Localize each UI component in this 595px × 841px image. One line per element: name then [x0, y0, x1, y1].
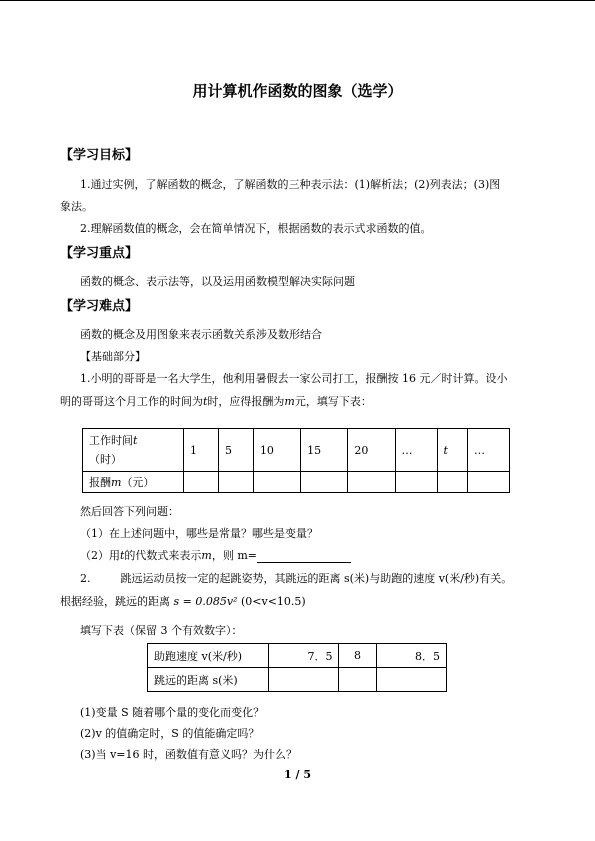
table-cell-empty[interactable] [395, 472, 437, 493]
answer-blank[interactable] [257, 551, 351, 563]
table-cell-empty[interactable] [437, 472, 467, 493]
table-cell-empty[interactable] [218, 472, 253, 493]
table-cell-empty[interactable] [467, 472, 509, 493]
table-cell-empty[interactable] [339, 668, 376, 692]
table-row [83, 429, 510, 472]
q2-fill-instruction: 填写下表（保留 3 个有效数字）： [80, 624, 243, 637]
q1-line1: 1.小明的哥哥是一名大学生，他利用暑假去一家公司打工，报酬按 16 元／时计算。设小 [80, 372, 508, 385]
table-cell-empty[interactable] [376, 668, 446, 692]
basic-label: 【基础部分】 [80, 350, 146, 363]
table-row [148, 668, 447, 692]
table-cell: … [395, 429, 437, 472]
table-row [83, 472, 510, 493]
work-pay-table [82, 428, 510, 493]
table-cell: … [467, 429, 509, 472]
table-cell: 8 [339, 644, 376, 668]
table-cell: 15 [301, 429, 348, 472]
table-cell-empty[interactable] [253, 472, 300, 493]
top-border-line [0, 0, 595, 1]
q1-sub2: （2）用t的代数式来表示m，则 m= [80, 547, 351, 563]
q1-line2: 明的哥哥这个月工作的时间为t时，应得报酬为m元，填写下表： [60, 395, 372, 408]
q2-line2: 根据经验，跳远的距离 s = 0.085v² (0<v<10.5) [60, 595, 306, 608]
q2-sub3: (3)当 v=16 时，函数值有意义吗？为什么？ [80, 748, 298, 761]
q1-after: 然后回答下列问题： [80, 505, 179, 518]
table-cell-empty[interactable] [184, 472, 219, 493]
jump-formula: s = 0.085v² [173, 595, 238, 608]
table-row [148, 644, 447, 668]
goals-item1-line1: 1.通过实例，了解函数的概念，了解函数的三种表示法：(1)解析法；(2)列表法；(3)图 [80, 178, 501, 191]
q2-sub1: (1)变量 S 随着哪个量的变化而变化？ [80, 706, 265, 719]
row-label-speed: 助跑速度 v(米/秒) [148, 644, 269, 668]
table-cell-empty[interactable] [269, 668, 339, 692]
page-title: 用计算机作函数的图象（选学） [192, 82, 403, 100]
focus-text: 函数的概念、表示法等，以及运用函数模型解决实际问题 [80, 275, 355, 288]
row-label-work-time: 工作时间t （时） [83, 429, 184, 472]
q1-sub1: （1）在上述问题中，哪些是常量？哪些是变量？ [80, 527, 318, 540]
row-label-pay: 报酬m（元） [83, 472, 184, 493]
difficulty-heading: 【学习难点】 [60, 299, 139, 314]
table-cell: 7．5 [269, 644, 339, 668]
row-label-distance: 跳远的距离 s(米) [148, 668, 269, 692]
difficulty-text: 函数的概念及用图象来表示函数关系涉及数形结合 [80, 328, 322, 341]
table-cell: 1 [184, 429, 219, 472]
table-cell-empty[interactable] [301, 472, 348, 493]
table-cell: 10 [253, 429, 300, 472]
goals-item2: 2.理解函数值的概念，会在简单情况下，根据函数的表示式求函数的值。 [80, 222, 432, 235]
table-cell: 20 [348, 429, 395, 472]
page-number: 1 / 5 [284, 768, 311, 781]
q2-line1: 2. 跳远运动员按一定的起跳姿势，其跳远的距离 s(米)与助跑的速度 v(米/秒)有关。 [80, 572, 513, 585]
goals-item1-line2: 象法。 [60, 200, 93, 213]
table-cell: 8．5 [376, 644, 446, 668]
focus-heading: 【学习重点】 [60, 246, 139, 261]
jump-table [147, 643, 447, 692]
q2-sub2: (2)v 的值确定时，S 的值能确定吗？ [80, 727, 260, 740]
goals-heading: 【学习目标】 [60, 148, 139, 163]
table-cell-empty[interactable] [348, 472, 395, 493]
table-cell: 5 [218, 429, 253, 472]
table-cell: t [437, 429, 467, 472]
